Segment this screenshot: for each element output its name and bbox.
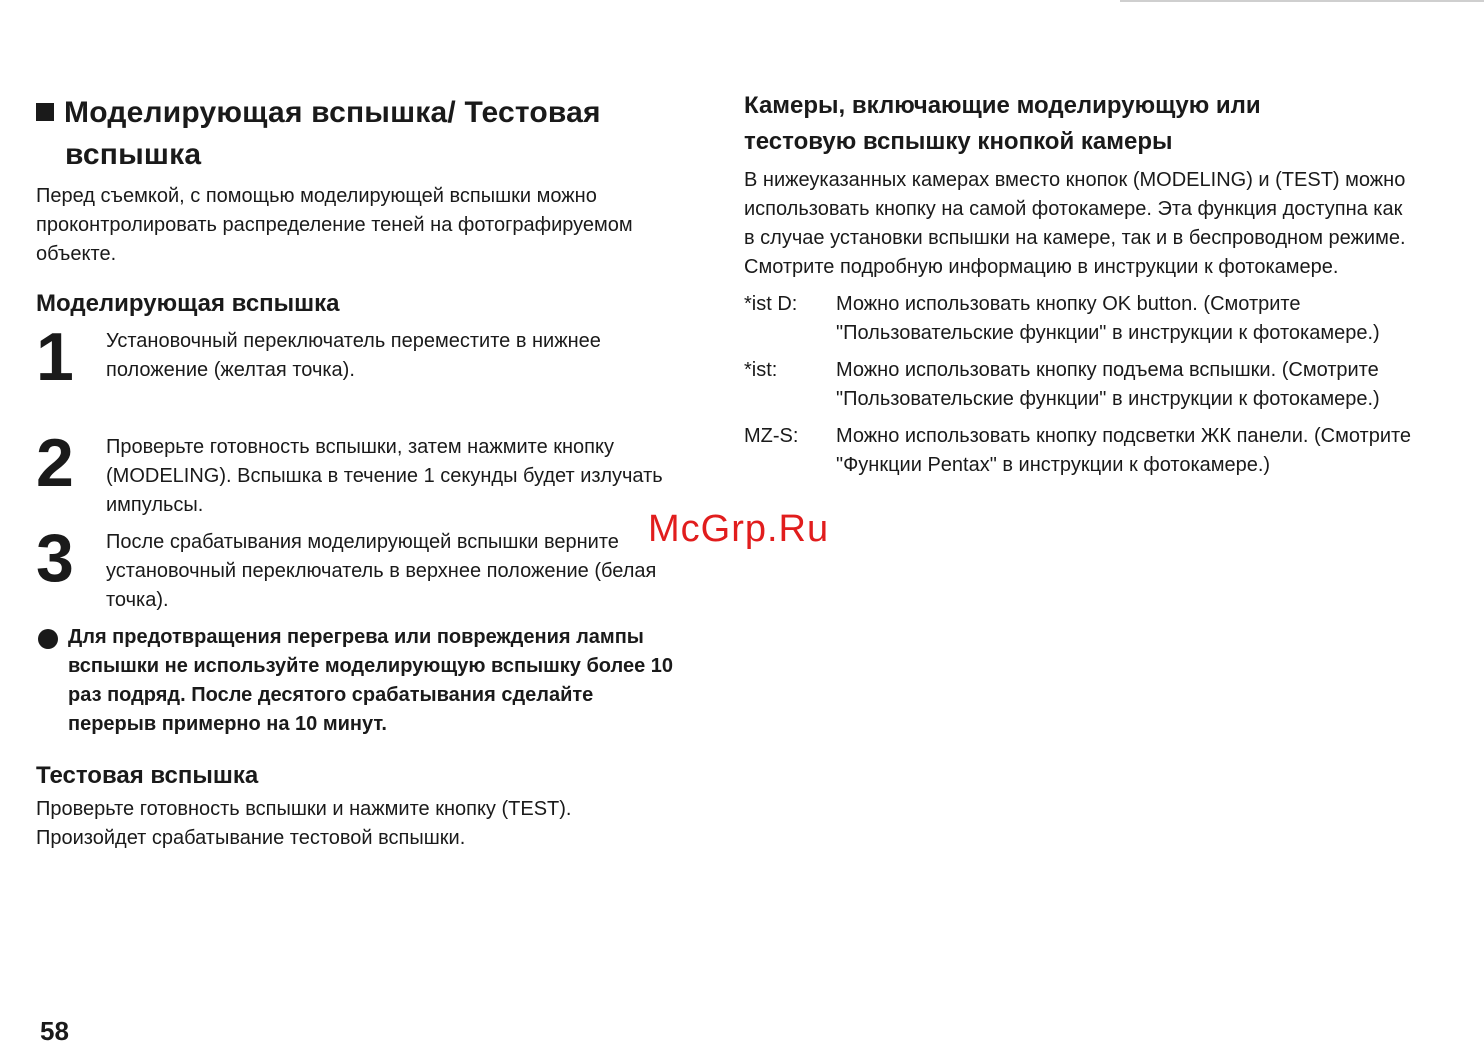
intro-paragraph: Перед съемкой, с помощью моделирующей вспышки можно проконтролировать распределение теней на фотографируемом объекте. bbox=[36, 185, 633, 265]
step-number: 1 bbox=[36, 319, 74, 395]
cameras-heading-line2: тестовую вспышку кнопкой камеры bbox=[744, 128, 1173, 155]
modeling-flash-heading: Моделирующая вспышка bbox=[36, 290, 340, 317]
cameras-description: В нижеуказанных камерах вместо кнопок (MODELING) и (TEST) можно использовать кнопку на самой фотокамере. Эта функция доступна как в случае установки вспышки на камере, так и в беспроводном режиме. Смотрите подробную информацию в инструкции к фотокамере. bbox=[744, 169, 1406, 278]
test-flash-heading: Тестовая вспышка bbox=[36, 762, 259, 789]
camera-text: Можно использовать кнопку OK button. (Смотрите "Пользовательские функции" в инструкции к фотокамере.) bbox=[836, 293, 1380, 344]
step-3 bbox=[36, 520, 686, 615]
camera-text: Можно использовать кнопку подъема вспышки. (Смотрите "Пользовательские функции" в инструкции к фотокамере.) bbox=[836, 359, 1380, 410]
camera-name: MZ-S: bbox=[744, 425, 799, 447]
section-title-line1: Моделирующая вспышка/ Тестовая bbox=[64, 96, 601, 129]
section-title-line2: вспышка bbox=[65, 138, 202, 171]
right-column bbox=[744, 88, 1414, 480]
camera-item bbox=[744, 422, 1414, 480]
bullet-dot-icon bbox=[38, 629, 58, 649]
warning-note bbox=[36, 623, 686, 739]
camera-item bbox=[744, 290, 1414, 348]
top-edge-rule bbox=[1120, 0, 1484, 2]
step-text: Установочный переключатель переместите в нижнее положение (желтая точка). bbox=[106, 330, 601, 381]
watermark-text: McGrp.Ru bbox=[648, 508, 830, 550]
page-number: 58 bbox=[40, 1016, 69, 1046]
square-bullet-icon bbox=[36, 103, 54, 121]
step-2 bbox=[36, 425, 686, 520]
camera-item bbox=[744, 356, 1414, 414]
camera-text: Можно использовать кнопку подсветки ЖК панели. (Смотрите "Функции Pentax" в инструкции к фотокамере.) bbox=[836, 425, 1412, 476]
camera-name: *ist D: bbox=[744, 293, 798, 315]
left-column bbox=[36, 92, 686, 853]
warning-text: Для предотвращения перегрева или повреждения лампы вспышки не используйте моделирующую вспышку более 10 раз подряд. После десятого срабатывания сделайте перерыв примерно на 10 минут. bbox=[68, 626, 674, 735]
step-number: 3 bbox=[36, 520, 74, 596]
step-text: Проверьте готовность вспышки, затем нажмите кнопку (MODELING). Вспышка в течение 1 секунды будет излучать импульсы. bbox=[106, 436, 663, 516]
step-number: 2 bbox=[36, 425, 74, 501]
section-title bbox=[36, 92, 686, 176]
cameras-heading-line1: Камеры, включающие моделирующую или bbox=[744, 92, 1261, 119]
step-text: После срабатывания моделирующей вспышки верните установочный переключатель в верхнее положение (белая точка). bbox=[106, 531, 657, 611]
test-flash-text: Проверьте готовность вспышки и нажмите кнопку (TEST). Произойдет срабатывание тестовой вспышки. bbox=[36, 798, 572, 849]
step-1 bbox=[36, 319, 686, 395]
camera-name: *ist: bbox=[744, 359, 778, 381]
cameras-heading bbox=[744, 88, 1414, 160]
